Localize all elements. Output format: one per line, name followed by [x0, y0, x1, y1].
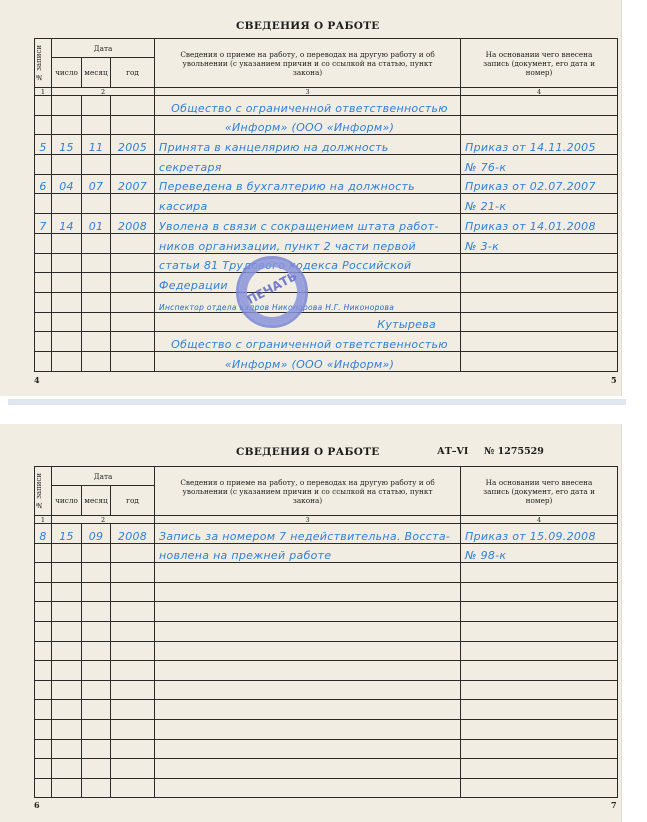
- cell-month: [82, 351, 111, 371]
- cell-month: [82, 680, 111, 700]
- cell-basis: [461, 582, 618, 602]
- table-row: [35, 582, 618, 602]
- cell-month: [82, 543, 111, 563]
- header-info: Сведения о приеме на работу, о переводах на другую работу и об увольнении (с указанием причин и со ссылкой на статью, пункт закона): [155, 467, 461, 516]
- cell-basis: Приказ от 02.07.2007: [461, 174, 618, 194]
- cell-basis: Приказ от 15.09.2008: [461, 524, 618, 544]
- cell-day: [52, 273, 82, 293]
- cell-year: [111, 312, 155, 332]
- cell-month: [82, 115, 111, 135]
- cell-info: Запись за номером 7 недействительна. Восста-: [155, 524, 461, 544]
- cell-no: [35, 273, 52, 293]
- cell-month: [82, 700, 111, 720]
- cell-info: Кутырева: [155, 312, 461, 332]
- cell-day: [52, 96, 82, 116]
- cell-year: [111, 273, 155, 293]
- table-row: [35, 621, 618, 641]
- table-row: [35, 602, 618, 622]
- cell-no: 5: [35, 135, 52, 155]
- table-row: [35, 661, 618, 681]
- table-row: [35, 214, 618, 234]
- cell-basis: [461, 739, 618, 759]
- cell-basis: [461, 351, 618, 371]
- cell-basis: [461, 759, 618, 779]
- cell-info: [155, 700, 461, 720]
- cell-month: 11: [82, 135, 111, 155]
- cell-day: [52, 621, 82, 641]
- cell-info: [155, 739, 461, 759]
- table-row: [35, 233, 618, 253]
- cell-info: Переведена в бухгалтерию на должность: [155, 174, 461, 194]
- cell-month: [82, 661, 111, 681]
- cell-year: [111, 332, 155, 352]
- header-day: число: [52, 58, 82, 88]
- col-number-1: 1: [35, 88, 52, 96]
- table-row: [35, 641, 618, 661]
- cell-no: [35, 115, 52, 135]
- cell-month: [82, 194, 111, 214]
- cell-year: [111, 621, 155, 641]
- records-table: [34, 38, 618, 372]
- cell-basis: [461, 253, 618, 273]
- page-number-right-2: 7: [611, 800, 617, 810]
- cell-month: 09: [82, 524, 111, 544]
- records-table-2: [34, 466, 618, 798]
- cell-info: Общество с ограниченной ответственностью: [155, 96, 461, 116]
- header-record-no: № записи: [35, 467, 52, 516]
- cell-month: [82, 759, 111, 779]
- col-number-4: 4: [461, 516, 618, 524]
- cell-day: [52, 115, 82, 135]
- table-row: [35, 680, 618, 700]
- cell-info: [155, 661, 461, 681]
- cell-year: [111, 233, 155, 253]
- cell-month: [82, 621, 111, 641]
- cell-no: [35, 233, 52, 253]
- cell-info: новлена на прежней работе: [155, 543, 461, 563]
- page-title-2: СВЕДЕНИЯ О РАБОТЕ: [236, 446, 380, 458]
- cell-info: «Информ» (ООО «Информ»): [155, 115, 461, 135]
- cell-no: [35, 602, 52, 622]
- cell-year: 2008: [111, 214, 155, 234]
- cell-no: [35, 661, 52, 681]
- cell-month: [82, 641, 111, 661]
- cell-no: [35, 582, 52, 602]
- cell-month: [82, 312, 111, 332]
- form-number: № 1275529: [484, 446, 544, 457]
- cell-basis: [461, 778, 618, 798]
- col-number-2: 2: [52, 88, 155, 96]
- cell-year: [111, 253, 155, 273]
- cell-year: [111, 115, 155, 135]
- header-year: год: [111, 58, 155, 88]
- stamp-seal: ПЕЧАТЬ: [236, 256, 308, 328]
- cell-month: [82, 719, 111, 739]
- cell-day: 14: [52, 214, 82, 234]
- cell-basis: [461, 700, 618, 720]
- cell-no: [35, 621, 52, 641]
- table-row: [35, 778, 618, 798]
- cell-year: [111, 351, 155, 371]
- cell-basis: [461, 680, 618, 700]
- cell-day: [52, 194, 82, 214]
- cell-no: [35, 253, 52, 273]
- cell-no: [35, 563, 52, 583]
- cell-info: Принята в канцелярию на должность: [155, 135, 461, 155]
- page-separator: [8, 399, 626, 405]
- cell-no: 7: [35, 214, 52, 234]
- cell-month: 01: [82, 214, 111, 234]
- cell-day: [52, 680, 82, 700]
- cell-no: [35, 700, 52, 720]
- cell-month: [82, 778, 111, 798]
- cell-day: [52, 563, 82, 583]
- cell-month: [82, 273, 111, 293]
- cell-basis: [461, 641, 618, 661]
- col-number-3: 3: [155, 88, 461, 96]
- cell-day: [52, 332, 82, 352]
- table-row: [35, 543, 618, 563]
- header-basis: На основании чего внесена запись (документ, его дата и номер): [461, 39, 618, 88]
- cell-day: [52, 351, 82, 371]
- cell-info: [155, 778, 461, 798]
- cell-basis: [461, 621, 618, 641]
- cell-day: [52, 292, 82, 312]
- cell-month: [82, 233, 111, 253]
- cell-basis: Приказ от 14.11.2005: [461, 135, 618, 155]
- cell-info: [155, 680, 461, 700]
- header-year: год: [111, 486, 155, 516]
- cell-day: 15: [52, 524, 82, 544]
- cell-year: [111, 778, 155, 798]
- header-info: Сведения о приеме на работу, о переводах на другую работу и об увольнении (с указанием причин и со ссылкой на статью, пункт закона): [155, 39, 461, 88]
- cell-year: [111, 739, 155, 759]
- cell-month: [82, 96, 111, 116]
- cell-year: [111, 719, 155, 739]
- cell-basis: № 76-к: [461, 155, 618, 175]
- cell-info: Уволена в связи с сокращением штата работ-: [155, 214, 461, 234]
- cell-basis: [461, 661, 618, 681]
- cell-month: [82, 253, 111, 273]
- cell-day: [52, 582, 82, 602]
- cell-day: [52, 253, 82, 273]
- cell-info: [155, 621, 461, 641]
- cell-year: [111, 96, 155, 116]
- cell-year: [111, 641, 155, 661]
- cell-day: [52, 602, 82, 622]
- cell-no: [35, 543, 52, 563]
- cell-basis: [461, 273, 618, 293]
- table-row: [35, 155, 618, 175]
- cell-day: [52, 543, 82, 563]
- work-record-page-left: [0, 0, 622, 396]
- cell-month: [82, 563, 111, 583]
- series-label: АТ–VI: [437, 446, 469, 457]
- table-row: [35, 292, 618, 312]
- cell-info: [155, 602, 461, 622]
- cell-no: [35, 292, 52, 312]
- cell-basis: № 98-к: [461, 543, 618, 563]
- cell-basis: [461, 115, 618, 135]
- cell-no: [35, 680, 52, 700]
- cell-info: Федерации: [155, 273, 461, 293]
- cell-info: ников организации, пункт 2 части первой: [155, 233, 461, 253]
- table-row: [35, 115, 618, 135]
- cell-year: [111, 700, 155, 720]
- header-month: месяц: [82, 58, 111, 88]
- cell-no: 8: [35, 524, 52, 544]
- cell-day: [52, 312, 82, 332]
- cell-month: [82, 292, 111, 312]
- cell-day: [52, 233, 82, 253]
- cell-day: [52, 155, 82, 175]
- cell-year: [111, 563, 155, 583]
- work-record-page-right: [0, 424, 622, 822]
- page-number-right: 5: [611, 375, 617, 385]
- cell-info: статьи 81 Трудового кодекса Российской: [155, 253, 461, 273]
- table-row: [35, 719, 618, 739]
- page-number-left-2: 6: [34, 800, 40, 810]
- cell-info: секретаря: [155, 155, 461, 175]
- page-number-left: 4: [34, 375, 40, 385]
- header-month: месяц: [82, 486, 111, 516]
- cell-no: [35, 641, 52, 661]
- cell-no: [35, 719, 52, 739]
- cell-no: [35, 778, 52, 798]
- cell-year: [111, 661, 155, 681]
- cell-year: [111, 582, 155, 602]
- cell-info: Общество с ограниченной ответственностью: [155, 332, 461, 352]
- cell-no: [35, 351, 52, 371]
- cell-no: [35, 332, 52, 352]
- cell-year: 2007: [111, 174, 155, 194]
- cell-basis: № 3-к: [461, 233, 618, 253]
- cell-info: Инспектор отдела кадров Никонорова Н.Г. Никонорова: [155, 292, 461, 312]
- cell-info: [155, 759, 461, 779]
- cell-year: [111, 194, 155, 214]
- cell-basis: [461, 719, 618, 739]
- cell-month: [82, 602, 111, 622]
- cell-day: [52, 700, 82, 720]
- cell-day: [52, 778, 82, 798]
- col-number-3: 3: [155, 516, 461, 524]
- cell-month: 07: [82, 174, 111, 194]
- col-number-2: 2: [52, 516, 155, 524]
- table-row: [35, 273, 618, 293]
- cell-month: [82, 582, 111, 602]
- cell-year: 2005: [111, 135, 155, 155]
- table-row: [35, 700, 618, 720]
- cell-day: 15: [52, 135, 82, 155]
- cell-info: [155, 563, 461, 583]
- cell-day: [52, 739, 82, 759]
- cell-year: [111, 292, 155, 312]
- cell-year: 2008: [111, 524, 155, 544]
- cell-info: кассира: [155, 194, 461, 214]
- header-date: Дата: [52, 467, 155, 486]
- cell-day: [52, 661, 82, 681]
- table-row: [35, 739, 618, 759]
- cell-day: [52, 719, 82, 739]
- table-row: [35, 174, 618, 194]
- cell-no: [35, 759, 52, 779]
- table-row: [35, 332, 618, 352]
- page-title: СВЕДЕНИЯ О РАБОТЕ: [236, 20, 380, 32]
- table-row: [35, 96, 618, 116]
- header-day: число: [52, 486, 82, 516]
- table-row: [35, 253, 618, 273]
- header-date: Дата: [52, 39, 155, 58]
- col-number-1: 1: [35, 516, 52, 524]
- cell-info: [155, 641, 461, 661]
- cell-basis: [461, 312, 618, 332]
- cell-basis: [461, 563, 618, 583]
- cell-basis: Приказ от 14.01.2008: [461, 214, 618, 234]
- cell-year: [111, 759, 155, 779]
- cell-year: [111, 680, 155, 700]
- table-row: [35, 563, 618, 583]
- cell-day: [52, 641, 82, 661]
- cell-basis: [461, 292, 618, 312]
- cell-month: [82, 332, 111, 352]
- table-row: [35, 524, 618, 544]
- cell-no: [35, 96, 52, 116]
- cell-day: [52, 759, 82, 779]
- cell-no: [35, 155, 52, 175]
- cell-year: [111, 543, 155, 563]
- table-row: [35, 312, 618, 332]
- cell-no: 6: [35, 174, 52, 194]
- header-basis: На основании чего внесена запись (документ, его дата и номер): [461, 467, 618, 516]
- cell-basis: [461, 602, 618, 622]
- cell-no: [35, 194, 52, 214]
- cell-basis: [461, 332, 618, 352]
- cell-month: [82, 739, 111, 759]
- header-record-no: № записи: [35, 39, 52, 88]
- cell-info: [155, 582, 461, 602]
- cell-info: [155, 719, 461, 739]
- table-row: [35, 194, 618, 214]
- table-row: [35, 135, 618, 155]
- col-number-4: 4: [461, 88, 618, 96]
- table-row: [35, 759, 618, 779]
- cell-basis: № 21-к: [461, 194, 618, 214]
- cell-month: [82, 155, 111, 175]
- cell-basis: [461, 96, 618, 116]
- cell-day: 04: [52, 174, 82, 194]
- cell-no: [35, 312, 52, 332]
- cell-info: «Информ» (ООО «Информ»): [155, 351, 461, 371]
- cell-no: [35, 739, 52, 759]
- cell-year: [111, 602, 155, 622]
- table-row: [35, 351, 618, 371]
- cell-year: [111, 155, 155, 175]
